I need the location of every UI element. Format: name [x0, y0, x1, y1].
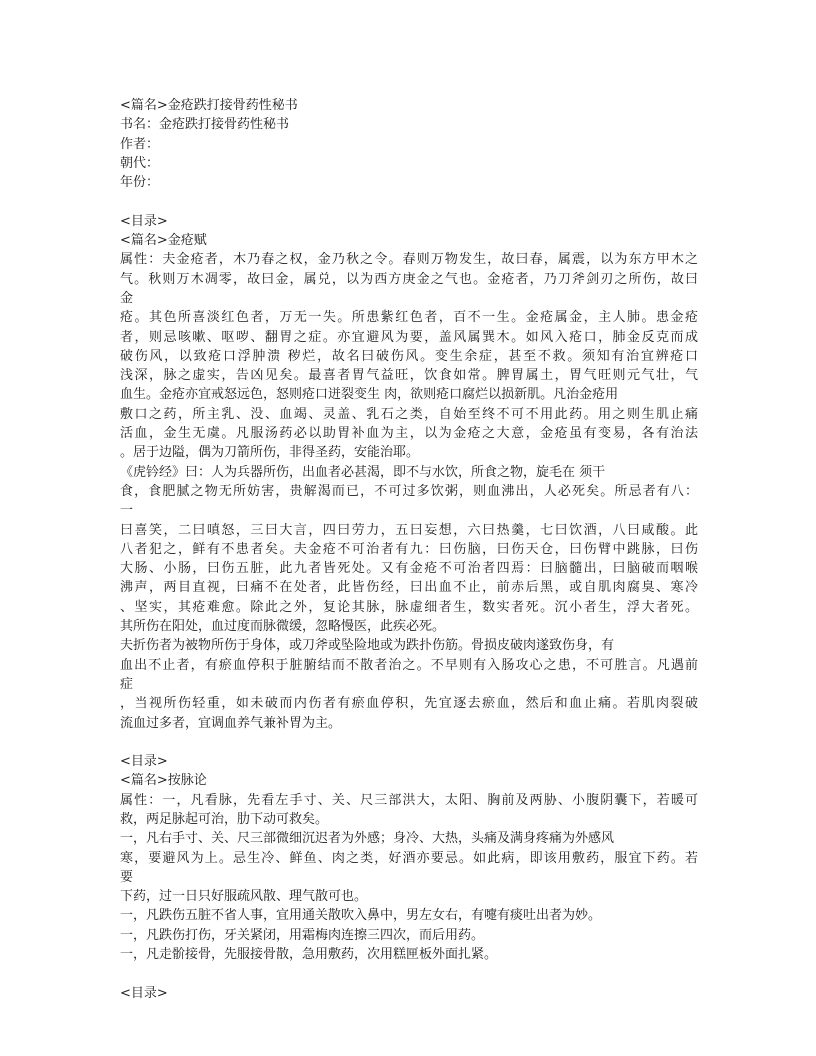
body-line: 寒，要避风为上。忌生冷、鲜鱼、肉之类，好酒亦要忌。如此病，即该用敷药，服宜下药。若: [120, 850, 698, 866]
body-line: 血出不止者，有瘀血停积于脏腑结而不散者治之。不早则有入肠攻心之患，不可胜言。凡遇前: [120, 657, 698, 673]
spacer: [120, 733, 698, 752]
body-line: 夫折伤者为被物所伤于身体，或刀斧或坠险地或为跌扑伤筋。骨损皮破肉遂致伤身，有: [120, 638, 615, 654]
body-line: 一，凡跌伤打伤，牙关紧闭，用霜梅肉连擦三四次，而后用药。: [120, 927, 485, 943]
body-line: ，当视所伤轻重，如未破而内伤者有瘀血停积，先宜逐去瘀血，然后和血止痛。若肌肉裂破: [120, 696, 698, 712]
toc-link[interactable]: <目录>: [120, 754, 168, 770]
section-heading: <篇名>金疮赋: [120, 233, 207, 249]
body-line: 一，凡走骱接骨，先服接骨散，急用敷药，次用糕匣板外面扎紧。: [120, 947, 498, 963]
spacer: [120, 964, 698, 983]
body-line: 其所伤在阳处，血过度而脉微缓，忽略慢医，此疾必死。: [120, 619, 446, 635]
body-line: 气。秋则万木凋零，故曰金，属兑，以为西方庚金之气也。金疮者，乃刀斧剑刃之所伤，故曰: [120, 271, 698, 287]
body-line: 要: [120, 869, 134, 885]
body-line: 属性：一，凡看脉，先看左手寸、关、尺三部洪大，太阳、胸前及两胁、小腹阴囊下，若暖可: [120, 792, 698, 808]
body-line: 八者犯之，鲜有不患者矣。夫金疮不可治者有九：曰伤脑，曰伤天仓，曰伤臂中跳脉，曰伤: [120, 541, 698, 557]
body-line: 一: [120, 503, 134, 519]
body-line: 救，两足脉起可治，肋下动可救矣。: [120, 811, 329, 827]
chapter-heading: <篇名>金疮跌打接骨药性秘书: [120, 98, 298, 113]
document-page: [120, 96, 698, 1003]
dynasty-field: 朝代：: [120, 155, 160, 171]
body-line: 下药，过一日只好服疏风散、理气散可也。: [120, 889, 368, 905]
spacer: [120, 192, 698, 211]
toc-link[interactable]: <目录>: [120, 985, 168, 1001]
toc-link[interactable]: <目录>: [120, 213, 168, 229]
body-line: 大肠、小肠，曰伤五脏，此九者皆死处。又有金疮不可治者四焉：曰脑髓出，曰脑破而咽喉: [120, 561, 698, 577]
body-line: 曰喜笑，二曰嗔怒，三曰大言，四曰劳力，五曰妄想，六曰热羹，七曰饮酒，八曰咸酸。此: [120, 522, 698, 538]
body-line: 、坚实，其疮难愈。除此之外，复论其脉，脉虚细者生，数实者死。沉小者生，浮大者死。: [120, 599, 698, 615]
body-line: 者，则忌咳嗽、呕哕、翻胃之症。亦宜避风为要，盖风属巽木。如风入疮口，肺金反克而成: [120, 329, 698, 345]
body-line: 症: [120, 676, 134, 692]
year-field: 年份：: [120, 175, 160, 191]
body-line: 疮。其色所喜淡红色者，万无一失。所患紫红色者，百不一生。金疮属金，主人肺。患金疮: [120, 310, 698, 326]
author-field: 作者：: [120, 136, 160, 152]
section-heading: <篇名>按脉论: [120, 773, 207, 789]
body-line: 沸声，两目直视，曰痛不在处者，此皆伤经，曰出血不止，前赤后黑，或自肌肉腐臭、寒冷: [120, 580, 698, 596]
body-line: 活血，金生无虞。凡服汤药必以助胃补血为主，以为金疮之大意，金疮虽有变易，各有治法: [120, 426, 698, 442]
body-line: 破伤风，以致疮口浮肿溃 秽烂，故名曰破伤风。变生余症，甚至不救。须知有治宜辨疮口: [120, 348, 698, 364]
body-line: 浅深，脉之虚实，告凶见矣。最喜者胃气益旺，饮食如常。脾胃属土，胃气旺则元气壮，气: [120, 368, 698, 384]
body-line: 属性：夫金疮者，木乃春之权，金乃秋之令。春则万物发生，故曰春，属震，以为东方甲木之: [120, 252, 698, 268]
body-line: 。居于边隘，偶为刀箭所伤，非得圣药，安能治耶。: [120, 445, 420, 461]
body-line: 金: [120, 290, 134, 306]
body-line: 一，凡跌伤五脏不省人事，宜用通关散吹入鼻中，男左女右，有嚏有痰吐出者为妙。: [120, 908, 602, 924]
body-line: 流血过多者，宜调血养气兼补胃为主。: [120, 715, 342, 731]
body-line: 《虎钤经》曰：人为兵器所伤，出血者必甚渴，即不与水饮，所食之物，旋毛在 须干: [120, 464, 606, 480]
body-line: 一，凡右手寸、关、尺三部微细沉迟者为外感；身冷、大热，头痛及满身疼痛为外感风: [120, 831, 615, 847]
body-line: 食，食肥腻之物无所妨害，贵解渴而已，不可过多饮粥，则血沸出，人必死矣。所忌者有八：: [120, 483, 698, 499]
body-line: 血生。金疮亦宜戒怒远色，怒则疮口迸裂变生 肉，欲则疮口腐烂以损新肌。凡治金疮用: [120, 387, 619, 403]
body-line: 敷口之药，所主乳、没、血竭、灵盖、乳石之类，自始至终不可不用此药。用之则生肌止痛: [120, 406, 698, 422]
book-title: 书名：金疮跌打接骨药性秘书: [120, 117, 290, 133]
